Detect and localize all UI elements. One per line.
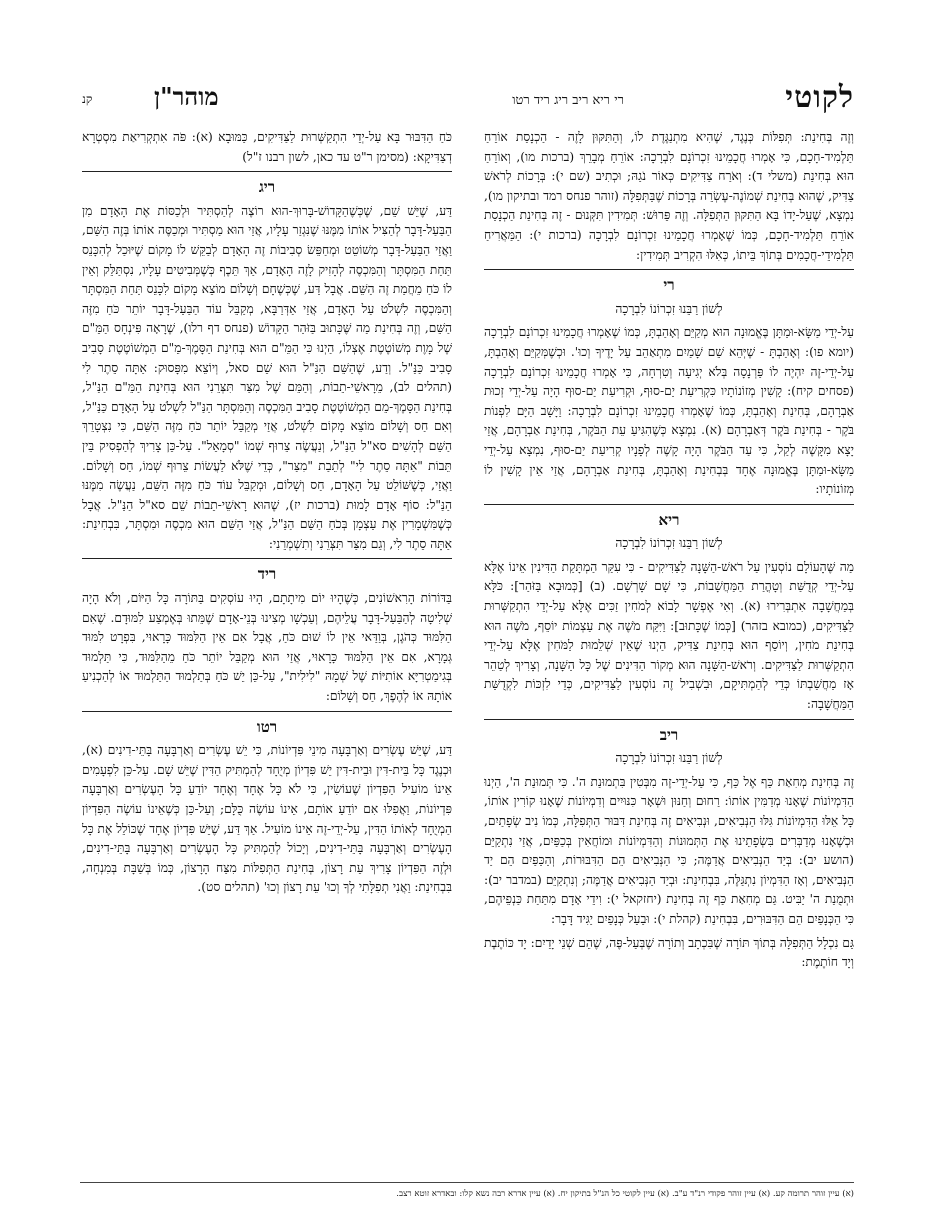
- divider: [484, 269, 854, 270]
- divider: [82, 171, 452, 172]
- page-number: קנ: [82, 92, 93, 106]
- book-title: לקוטי: [785, 80, 854, 115]
- paragraph: עַל-יְדֵי מַשָּׂא-וּמַתָּן בֶּאֱמוּנָה הוּא מְקַיֵּם וְאָהַבְתָּ, כְּמוֹ שֶׁאָמְרוּ חֲכָמֵינוּ זִכְרוֹנָם לִבְרָכָה (יומא פו): וְאָהַבְתָּ - שֶׁיְּהֵא שֵׁם שָׁמַיִם מִתְאַהֵב עַל יָדֶיךָ וְכוּ'. וּכְשֶׁמְּקַיֵּם וְאָהַבְתָּ, עַל-יְדֵי-זֶה יִהְיֶה לוֹ פַּרְנָסָה בְּלֹא יְגִיעָה וְטִרְחָה, כִּי אָמְרוּ חֲכָמֵינוּ זִכְרוֹנָם לִבְרָכָה (פסחים קיח): קָשִׁין מְזוֹנוֹתָיו כִּקְרִיעַת יַם-סוּף, וּקְרִיעַת יַם-סוּף הָיָה עַל-יְדֵי זְכוּת אַבְרָהָם, בְּחִינַת וְאָהַבְתָּ, כְּמוֹ שֶׁאָמְרוּ חֲכָמֵינוּ זִכְרוֹנָם לִבְרָכָה: וַיָּשָׁב הַיָּם לִפְנוֹת בֹּקֶר - בְּחִינַת בֹּקֶר דְּאַבְרָהָם (א). נִמְצָא כְּשֶׁהִגִּיעַ עֵת הַבֹּקֶר, בְּחִינַת אַבְרָהָם, אֲזַי יָצָא מִקָּשֶׁה לְקַל, כִּי עַד הַבֹּקֶר הָיָה קָשֶׁה לְפָנָיו קְרִיעַת יַם-סוּף, נִמְצָא עַל-יְדֵי מַשָּׂא-וּמַתָּן בֶּאֱמוּנָה אֶחָד בְּבְחִינַת וְאָהַבְתָּ, בְּחִינַת אַבְרָהָם, אֲזַי אֵין קָשִׁין לוֹ מְזוֹנוֹתָיו:: [484, 325, 854, 497]
- paragraph: בַּדּוֹרוֹת הָרִאשׁוֹנִים, כְּשֶׁהָיוּ יוֹם מִיתָתָם, הָיוּ עוֹסְקִים בַּתּוֹרָה כָּל הַיּוֹם, וְלֹא הָיָה שְׁלִיטָה לְהַבַּעַל-דָּבָר עֲלֵיהֶם, וְעַכְשָׁו מְצִינוּ בְּנֵי-אָדָם שֶׁמֵּתוּ בְּאֶמְצַע לִמּוּדָם. שֶׁאִם הַלִּמּוּד כְּהֹגֶן, בְּוַדַּאי אֵין לוֹ שׁוּם כֹּחַ, אֲבָל אִם אֵין הַלִּמּוּד כָּרָאוּי, בִּפְרָט לִמּוּד גְּמָרָא, אִם אֵין הַלִּמּוּד כָּרָאוּי, אֲזַי הוּא מְקַבֵּל יוֹתֵר כֹּחַ מֵהַלִּמּוּד, כִּי תַּלְמוּד בְּגִימַטְרִיָּא אוֹתִיּוֹת שֶׁל שְׁמָהּ "לִילִית", עַל-כֵּן יֵשׁ כֹּחַ בְּתַלְמוּד הַתַּלְמוּד אוֹ לְהַכְנִיעַ אוֹתָהּ אוֹ לְהֶפֶךְ, חַס וְשָׁלוֹם:: [82, 591, 452, 704]
- section-heading: ריד: [257, 565, 277, 584]
- paragraph: זֶה בְּחִינַת מְחִאַת כַּף אֶל כַּף, כִּי עַל-יְדֵי-זֶה מִבְּטִין בִּתְמוּנַת ה'. כִּי תְּמוּנַת ה', הַיְנוּ הַדִּמְיוֹנוֹת שֶׁאָנוּ מְדַמִּין אוֹתוֹ: רַחוּם וְחַנּוּן וּשְׁאָר כִּנּוּיִים וְדִמְיוֹנוֹת שֶׁאָנוּ קוֹרִין אוֹתוֹ, כָּל אֵלּוּ הַדִּמְיוֹנוֹת גִּלּוּ הַנְּבִיאִים, וּנְבִיאִים זֶה בְּחִינַת דִּבּוּר הַתְּפִלָּה, כְּמוֹ נִיב שְׂפָתַיִם, וּכְשֶׁאָנוּ מְדַבְּרִים בִּשְׂפָתֵינוּ אֶת הַתְּמוּנוֹת וְהַדִּמְיוֹנוֹת וּמוֹחֲאִין בְּכַפַּיִם, אֲזַי נִתְקַיֵּם (הושע יב): בְּיַד הַנְּבִיאִים אֲדַמֶּה; כִּי הַנְּבִיאִים הֵם הַדִּבּוּרוֹת, וְהַכַּפַּיִם הֵם יַד הַנְּבִיאִים, וְאָז הַדִּמְיוֹן נִתְגַּלֶּה, בִּבְחִינַת: וּבְיַד הַנְּבִיאִים אֲדַמֶּה; וְנִתְקַיֵּם (במדבר יב): וּתְמֻנַת ה' יַבִּיט. גַּם מְחִאַת כַּף זֶה בְּחִינַת (יחזקאל י): וִידֵי אָדָם מִתַּחַת כַּנְפֵיהֶם, כִּי הַכְּנָפַיִם הֵם הַדִּבּוּרִים, בִּבְחִינַת (קהלת י): וּבַעַל כְּנָפַיִם יַגִּיד דָּבָר:: [484, 774, 854, 926]
- section-heading: ריא: [658, 510, 680, 529]
- divider: [484, 504, 854, 505]
- divider: [82, 711, 452, 712]
- section-subheading: לְשׁוֹן רַבֵּנוּ זִכְרוֹנוֹ לִבְרָכָה: [615, 751, 723, 766]
- book-title-author: מוהר"ן: [154, 82, 219, 111]
- paragraph: מַה שֶּׁהָעוֹלָם נוֹסְעִין עַל רֹאשׁ-הַשָּׁנָה לַצַּדִּיקִים - כִּי עִקַּר הַמְתָּקַת הַדִּינִין אֵינוֹ אֶלָּא עַל-יְדֵי קְדֻשַּׁת וְטָהֳרַת הַמַּחֲשָׁבוֹת, כִּי שָׁם שָׁרְשָׁם. (ב) [כְּמוּבָא בַּזֹּהַר]: כֹּלָּא בְּמַחֲשָׁבָה אִתְבְּרִירוּ (א). וְאִי אֶפְשָׁר לָבוֹא לְמֹחִין זַכִּים אֶלָּא עַל-יְדֵי הִתְקַשְּׁרוּת לַצַּדִּיקִים, (כמובא בזהר) [כְּמוֹ שֶׁכָּתוּב]: וַיִּקַּח מֹשֶׁה אֶת עַצְמוֹת יוֹסֵף, מֹשֶׁה הוּא בְּחִינַת מֹחִין, וְיוֹסֵף הוּא בְּחִינַת צַדִּיק, הַיְנוּ שֶׁאֵין שְׁלֵמוּת לַמֹּחִין אֶלָּא עַל-יְדֵי הִתְקַשְּׁרוּת לַצַּדִּיקִים. וְרֹאשׁ-הַשָּׁנָה הוּא מְקוֹר הַדִּינִים שֶׁל כָּל הַשָּׁנָה, וְצָרִיךְ לְטַהֵר אָז מַחֲשַׁבְתּוֹ כְּדֵי לְהַמְתִּיקָם, וּבִשְׁבִיל זֶה נוֹסְעִין לַצַּדִּיקִים, כְּדֵי לִזְכּוֹת לִקְדֻשַּׁת הַמַּחֲשָׁבָה:: [484, 559, 854, 712]
- section-heading: רי: [663, 276, 675, 295]
- left-column: [82, 128, 452, 928]
- sections-range: רי ריא ריב ריג ריד רטו: [512, 93, 624, 108]
- right-column: [484, 128, 854, 1088]
- divider: [82, 558, 452, 559]
- page-header: [84, 80, 854, 124]
- section-subheading: לְשׁוֹן רַבֵּנוּ זִכְרוֹנוֹ לִבְרָכָה: [615, 536, 723, 551]
- section-heading: רטו: [256, 717, 278, 736]
- section-heading: ריב: [659, 725, 679, 744]
- paragraph: כֹּחַ הַדִּבּוּר בָּא עַל-יְדֵי הִתְקַשְּׁרוּת לַצַּדִּיקִים, כַּמּוּבָא (א): פֹּה אִתְקְרִיאַת מִסְטְרָא דְצַדִּיקָא: (מסימן ר"ט עד כאן, לשון רבנו ז"ל): [82, 130, 452, 164]
- footnote-divider: [80, 1182, 854, 1183]
- section-subheading: לְשׁוֹן רַבֵּנוּ זִכְרוֹנוֹ לִבְרָכָה: [615, 301, 723, 316]
- divider: [484, 719, 854, 720]
- paragraph: גַּם נִכְלָל הַתְּפִלָּה בְּתוֹךְ תּוֹרָה שֶׁבִּכְתָב וְתוֹרָה שֶׁבְּעַל-פֶּה, שֶׁהֵם שְׁנֵי יָדַיִם: יָד כּוֹתֶבֶת וְיָד חוֹתֶמֶת:: [484, 935, 854, 970]
- paragraph: דַּע, שֶׁיֵּשׁ שֵׁם, שֶׁכְּשֶׁהַקָּדוֹשׁ-בָּרוּךְ-הוּא רוֹצֶה לְהַסְתִּיר וּלְכַסּוֹת אֶת הָאָדָם מִן הַבַּעַל-דָּבָר לְהַצִּיל אוֹתוֹ מִמֶּנּוּ שֶׁנִּגְזַר עָלָיו, אֲזַי הוּא מַסְתִּיר וּמְכַסֶּה אוֹתוֹ בְּזֶה הַשֵּׁם, וַאֲזַי הַבַּעַל-דָּבָר מְשׁוֹטֵט וּמְחַפֵּשׂ סְבִיבוֹת זֶה הָאָדָם לְבַקֵּשׁ לוֹ מָקוֹם שֶׁיּוּכַל לְהִכָּנֵס תַּחַת הַמִּסְתָּר וְהַמִּכְסֶה לְהָזִיק לָזֶה הָאָדָם, אַךְ תֵּכֶף כְּשֶׁמְּבִיטִים עָלָיו, נִסְתַּלֵּק וְאֵין לוֹ כֹּחַ מֵחֲמַת זֶה הַשֵּׁם. אֲבָל דַּע, שֶׁכְּשֶׁחָם וְשָׁלוֹם מוֹצֵא מָקוֹם לִכָּנֵס תַּחַת הַמִּסְתָּר וְהַמִּכְסֶה לִשְׁלֹט עַל הָאָדָם, אֲזַי אַדְּרַבָּא, מְקַבֵּל עוֹד הַבַּעַל-דָּבָר יוֹתֵר כֹּחַ מִזֶּה הַשֵּׁם, וְזֶה בְּחִינַת מַה שֶּׁכָּתוּב בַּזֹּהַר הַקָּדוֹשׁ (פנחס דף רלו), שֶׁרָאָה פִּינְחָס הַמֵּ"ם שֶׁל מָוֶת מְשׁוֹטֶטֶת אֶצְלוֹ, הַיְנוּ כִּי הַמֵּ"ם הוּא בְּחִינַת הַסָּמֶךְ-מֵ"ם הַמְשׁוֹטֶטֶת סָבִיב סָבִיב כַּנַּ"ל. וְדַע, שֶׁהַשֵּׁם הַנַּ"ל הוּא שֵׁם סאל, וְיוֹצֵא מִפָּסוּק: אַתָּה סֵתֶר לִי (תהלים לב), מֵרָאשֵׁי-תֵבוֹת, וְהַמֵּם שֶׁל מִצַּר תִּצְּרֵנִי הוּא בְּחִינַת הַמֵּ"ם הַנַּ"ל, בְּחִינַת הַסָּמֶךְ-מֵם הַמְשׁוֹטֶטֶת סָבִיב הַמִּכְסֶה וְהַמִּסְתָּר הַנַּ"ל לִשְׁלֹט עַל הָאָדָם כַּנַּ"ל, וְאִם חַס וְשָׁלוֹם מוֹצֵא מָקוֹם לִשְׁלֹט, אֲזַי מְקַבֵּל יוֹתֵר כֹּחַ מִזֶּה הַשֵּׁם, כִּי נִצְטָרֵךְ הַשֵּׁם לְהָשִׁים סא"ל הַנַּ"ל, וְנַעֲשֶׂה צֵרוּף שְׁמוֹ "סְמָאֵל". עַל-כֵּן צָרִיךְ לְהַפְסִיק בֵּין תֵּבוֹת "אַתָּה סֵתֶר לִי" לְתֵבַת "מִצַּר", כְּדֵי שֶׁלֹּא לַעֲשׂוֹת צֵרוּף שְׁמוֹ, חַס וְשָׁלוֹם. וַאֲזַי, כְּשֶׁשּׁוֹלֵט עַל הָאָדָם, חַס וְשָׁלוֹם, וּמְקַבֵּל עוֹד כֹּחַ מִזֶּה הַשֵּׁם, נַעֲשֶׂה מִמֶּנּוּ הַנַּ"ל: סוֹף אָדָם לָמוּת (ברכות יז), שֶׁהוּא רָאשֵׁי-תֵבוֹת שֵׁם סא"ל הַנַּ"ל. אֲבָל כְּשֶׁמִּשְׁמָרִין אֶת עַצְמָן בְּכֹחַ הַשֵּׁם הַנַּ"ל, אֲזַי הַשֵּׁם הוּא מִכְסֶה וּמִסְתָּר, בִּבְחִינַת: אַתָּה סֵתֶר לִי, וְגַם מִצַּר תִּצְּרֵנִי וְתִשְׁמְרֵנִי:: [82, 203, 452, 551]
- footnotes: (א) עיין זוהר תרומה קע. (א) עיין זוהר פקודי רנ"ד ע"ב. (א) עיין לקוטי כל הנ"ל בתיקון יח. (א) עיין אדרא רבה נשא קלו: ובאדרא זוטא רצב.: [396, 1189, 854, 1199]
- section-heading: ריג: [258, 178, 276, 197]
- paragraph: דַּע, שֶׁיֵּשׁ עֶשְׂרִים וְאַרְבָּעָה מִינֵי פִּדְיוֹנוֹת, כִּי יֵשׁ עֶשְׂרִים וְאַרְבָּעָה בָּתֵּי-דִינִים (א), וּכְנֶגֶד כָּל בֵּית-דִּין וּבֵית-דִּין יֵשׁ פִּדְיוֹן מְיֻחָד לְהַמְתִּיק הַדִּין שֶׁיֵּשׁ שָׁם. עַל-כֵּן לִפְעָמִים אֵינוֹ מוֹעִיל הַפִּדְיוֹן שֶׁעוֹשִׂין, כִּי לֹא כָּל אֶחָד וְאֶחָד יוֹדֵעַ כָּל הָעֶשְׂרִים וְאַרְבָּעָה פִּדְיוֹנוֹת, וַאֲפִלּוּ אִם יוֹדֵעַ אוֹתָם, אֵינוֹ עוֹשֶׂה כֻּלָּם; וְעַל-כֵּן כְּשֶׁאֵינוֹ עוֹשֶׂה הַפִּדְיוֹן הַמְיֻחָד לְאוֹתוֹ הַדִּין, עַל-יְדֵי-זֶה אֵינוֹ מוֹעִיל. אַךְ דַּע, שֶׁיֵּשׁ פִּדְיוֹן אֶחָד שֶׁכּוֹלֵל אֶת כָּל הָעֶשְׂרִים וְאַרְבָּעָה בָּתֵּי-דִינִים, וְיָכוֹל לְהַמְתִּיק כָּל הָעֶשְׂרִים וְאַרְבָּעָה בָּתֵּי-דִינִים, וּלְזֶה הַפִּדְיוֹן צָרִיךְ עֵת רָצוֹן, בְּחִינַת הַתְּפִלּוֹת מִצַּח הָרָצוֹן, כְּמוֹ בְּשַׁבָּת בְּמִנְחָה, בִּבְחִינַת: וַאֲנִי תְפִלָּתִי לְךָ וְכוּ' עֵת רָצוֹן וְכוּ' (תהלים סט).: [82, 743, 452, 895]
- paragraph: וְזֶה בְּחִינַת: תְּפִלּוֹת כְּנֶגֶד, שֶׁהִיא מִתְנַגֶּדֶת לוֹ, וְהַתִּקּוּן לָזֶה - הַכְנָסַת אוֹרֵחַ תַּלְמִיד-חָכָם, כִּי אָמְרוּ חֲכָמֵינוּ זִכְרוֹנָם לִבְרָכָה: אוֹרֵחַ מְבָרֵךְ (ברכות מו), וְאוֹרֵחַ הוּא בְּחִינַת (משלי ד): וְאֹרַח צַדִּיקִים כְּאוֹר נֹגַהּ; וּכְתִיב (שם י): בְּרָכוֹת לְרֹאשׁ צַדִּיק, שֶׁהוּא בְּחִינַת שְׁמוֹנֶה-עֶשְׂרֵה בְּרָכוֹת שֶׁבַּתְּפִלָּה (זוהר פנחס רמד ובתיקון מו), נִמְצָא, שֶׁעַל-יָדוֹ בָּא הַתִּקּוּן הַתְּפִלָּה. וְזֶה פֵּרוּשׁ: תְּמִידִין תִּקְּנוּם - זֶה בְּחִינַת הַכְנָסַת אוֹרֵחַ תַּלְמִיד-חָכָם, כְּמוֹ שֶׁאָמְרוּ חֲכָמֵינוּ זִכְרוֹנָם לִבְרָכָה (ברכות י): הַמַּאֲרִיחַ תַּלְמִידֵי-חֲכָמִים בְּתוֹךְ בֵּיתוֹ, כְּאִלּוּ הִקְרִיב תְּמִידִין:: [484, 130, 854, 262]
